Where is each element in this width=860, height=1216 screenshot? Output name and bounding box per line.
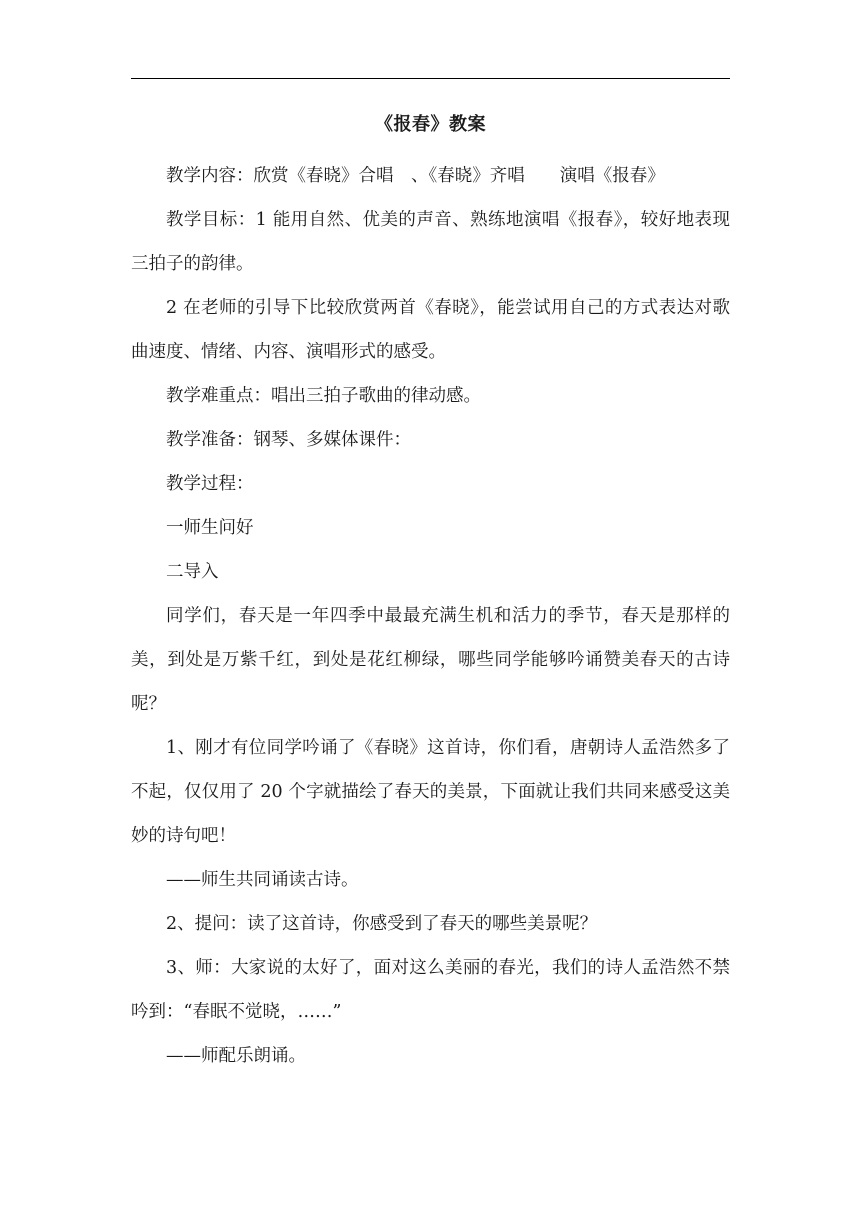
paragraph-item-2: 2、提问：读了这首诗，你感受到了春天的哪些美景呢？ <box>166 914 598 934</box>
document-title: 《报春》教案 <box>375 114 486 135</box>
paragraph-step-intro: 二导入 <box>166 562 219 582</box>
paragraph-step-greeting: 一师生问好 <box>166 518 254 538</box>
paragraph-intro-text: 同学们，春天是一年四季中最最充满生机和活力的季节，春天是那样的美，到处是万紫千红，到处是花红柳绿，哪些同学能够吟诵赞美春天的古诗呢？ <box>131 606 730 714</box>
header-rule <box>131 78 730 79</box>
paragraph-key-points: 教学难重点：唱出三拍子歌曲的律动感。 <box>166 386 481 406</box>
paragraph-music-note: ——师配乐朗诵。 <box>166 1046 306 1066</box>
paragraph-objective-1: 教学目标：1 能用自然、优美的声音、熟练地演唱《报春》，较好地表现三拍子的韵律。 <box>131 210 730 274</box>
paragraph-item-1: 1、刚才有位同学吟诵了《春晓》这首诗，你们看，唐朝诗人孟浩然多了不起，仅仅用了 20 个字就描绘了春天的美景，下面就让我们共同来感受这美妙的诗句吧！ <box>131 738 730 846</box>
paragraph-content: 教学内容：欣赏《春晓》合唱 、《春晓》齐唱 演唱《报春》 <box>166 166 665 186</box>
paragraph-recite-note: ——师生共同诵读古诗。 <box>166 870 359 890</box>
paragraph-item-3: 3、师：大家说的太好了，面对这么美丽的春光，我们的诗人孟浩然不禁吟到：“春眠不觉晓，……” <box>131 958 730 1022</box>
paragraph-process-heading: 教学过程： <box>166 474 254 494</box>
paragraph-preparation: 教学准备：钢琴、多媒体课件： <box>166 430 411 450</box>
document-body <box>131 110 730 1078</box>
paragraph-objective-2: 2 在老师的引导下比较欣赏两首《春晓》，能尝试用自己的方式表达对歌曲速度、情绪、内容、演唱形式的感受。 <box>131 298 730 362</box>
